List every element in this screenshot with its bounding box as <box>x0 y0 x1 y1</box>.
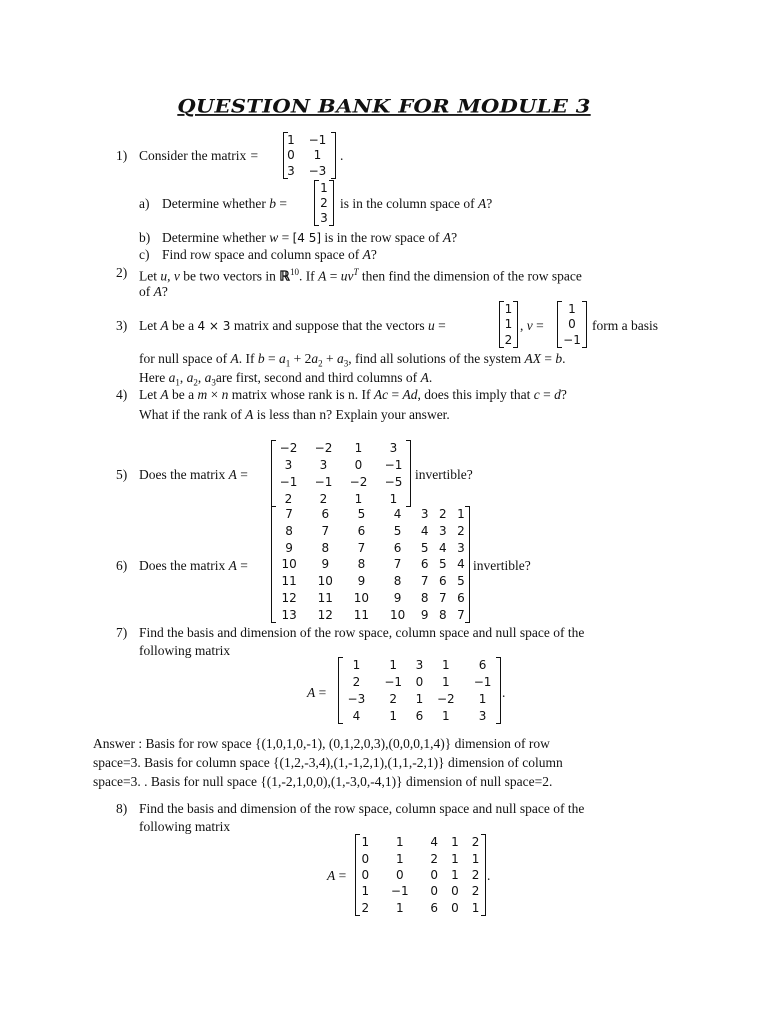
matrix-row <box>338 691 501 708</box>
matrix-entry: 2 <box>471 884 480 899</box>
matrix-entry: 2 <box>438 507 447 522</box>
matrix-entry: 10 <box>317 574 333 589</box>
matrix-entry: 12 <box>317 607 333 622</box>
matrix-entry: 5 <box>393 524 402 539</box>
q4-line2: What if the rank of A is less than n? Explain your answer. <box>139 407 450 422</box>
matrix-right-bracket <box>406 440 411 507</box>
matrix-entry: −2 <box>349 474 368 489</box>
matrix-entry: 1 <box>395 851 404 866</box>
matrix-row <box>271 556 470 573</box>
matrix-row <box>271 573 470 590</box>
matrix-entry: 2 <box>471 835 480 850</box>
matrix-entry: 1 <box>415 691 424 706</box>
q2-line2: of A? <box>139 284 168 299</box>
matrix-entry: 10 <box>353 590 370 605</box>
q7-period: . <box>502 685 506 700</box>
matrix-left-bracket <box>314 180 319 226</box>
matrix-entry: 8 <box>438 607 447 622</box>
matrix-entry: 1 <box>451 867 459 882</box>
matrix-entry: 8 <box>321 540 330 555</box>
q3-line3: Here $a_1$, $a_2$, $a_3are$ first, second and third columns of A. <box>139 370 433 388</box>
q7-line2: following matrix <box>139 643 231 658</box>
matrix-entry: 0 <box>430 867 438 882</box>
matrix-row <box>338 707 501 724</box>
matrix-entry: 7 <box>285 507 293 522</box>
matrix-entry: 7 <box>321 524 330 539</box>
q1b-text: Determine whether w = [4 5] is in the row space of A? <box>162 230 458 245</box>
matrix-entry: 2 <box>471 867 480 882</box>
matrix-entry: 11 <box>353 607 370 622</box>
matrix-entry: 3 <box>415 658 424 673</box>
matrix-entry: 3 <box>438 524 447 539</box>
q4-line1: Let A be a m × n matrix whose rank is n. If Ac = Ad, does this imply that c = d? <box>139 387 567 402</box>
matrix-entry: 1 <box>313 148 322 163</box>
matrix-row <box>283 148 336 164</box>
matrix-entry: 3 <box>320 211 328 226</box>
q4-number: 4) <box>116 387 128 402</box>
matrix-entry: 4 <box>420 524 429 539</box>
matrix-right-bracket <box>513 301 518 348</box>
q8-matrix-label: A = <box>327 868 347 883</box>
matrix-row <box>271 457 411 474</box>
matrix-row <box>355 867 486 883</box>
matrix-left-bracket <box>355 834 360 916</box>
q6-post: invertible? <box>473 558 531 573</box>
q7-matrix <box>338 657 501 724</box>
matrix-entry: 6 <box>430 900 438 915</box>
matrix-entry: 3 <box>457 540 465 555</box>
matrix-entry: 8 <box>357 557 366 572</box>
matrix-entry: 0 <box>354 458 363 473</box>
matrix-entry: 8 <box>420 590 429 605</box>
matrix-row <box>283 132 336 148</box>
q3-v-label: , v = <box>520 318 544 333</box>
q8-number: 8) <box>116 801 128 816</box>
matrix-grid <box>338 657 501 724</box>
q1a-label: a) <box>139 196 150 211</box>
matrix-row <box>338 657 501 674</box>
matrix-entry: 2 <box>457 524 465 539</box>
matrix-entry: 0 <box>568 317 576 332</box>
matrix-entry: 10 <box>389 607 406 622</box>
matrix-entry: 1 <box>389 491 398 506</box>
matrix-entry: 3 <box>287 164 295 179</box>
matrix-row <box>271 539 470 556</box>
matrix-row <box>355 834 486 850</box>
q6-matrix <box>271 506 470 623</box>
matrix-entry: 1 <box>457 507 465 522</box>
matrix-entry: 1 <box>354 491 363 506</box>
matrix-right-bracket <box>331 132 336 179</box>
q3-line1: Let A be a 4 × 3 matrix and suppose that the vectors u = <box>139 318 446 333</box>
matrix-row <box>355 883 486 899</box>
matrix-entry: −1 <box>473 675 492 690</box>
matrix-entry: 11 <box>281 574 297 589</box>
matrix-entry: −3 <box>347 691 366 706</box>
matrix-entry: 13 <box>281 607 297 622</box>
matrix-entry: 5 <box>420 540 429 555</box>
matrix-entry: 8 <box>285 524 293 539</box>
q5-text: Does the matrix A = <box>139 467 248 482</box>
matrix-entry: 3 <box>389 441 398 456</box>
matrix-row <box>271 606 470 623</box>
matrix-entry: 1 <box>504 317 513 332</box>
matrix-entry: 1 <box>352 658 361 673</box>
q1a-vector <box>314 180 334 226</box>
q3-line2: for null space of A. If $b = a_1 + 2a_2 + a_3$, find all solutions of the system AX = b. <box>139 351 566 369</box>
q1a-post: is in the column space of A? <box>340 196 493 211</box>
matrix-entry: 1 <box>451 851 459 866</box>
matrix-row <box>355 850 486 866</box>
matrix-entry: 6 <box>420 557 429 572</box>
q1-number: 1) <box>116 148 128 163</box>
matrix-entry: 6 <box>415 708 424 723</box>
q1-text: Consider the matrix = <box>139 148 259 163</box>
matrix-entry: 1 <box>504 301 513 316</box>
q3-number: 3) <box>116 318 128 333</box>
matrix-entry: 1 <box>361 884 370 899</box>
matrix-row <box>283 163 336 179</box>
answer-line-1: Answer : Basis for row space {(1,0,1,0,-1), (0,1,2,0,3),(0,0,0,1,4)} dimension of row <box>93 736 550 751</box>
answer-line-3: space=3. . Basis for null space {(1,-2,1,0,0),(1,-3,0,-4,1)} dimension of null space=2. <box>93 774 553 789</box>
matrix-grid <box>271 506 470 623</box>
matrix-entry: 9 <box>321 557 330 572</box>
q1c-label: c) <box>139 247 150 262</box>
matrix-entry: 0 <box>395 867 404 882</box>
q3-line1-end: form a basis <box>592 318 658 333</box>
matrix-entry: 10 <box>281 557 297 572</box>
matrix-entry: 0 <box>361 851 370 866</box>
matrix-entry: 9 <box>420 607 429 622</box>
q8-matrix <box>355 834 486 916</box>
matrix-entry: 7 <box>393 557 402 572</box>
matrix-entry: 5 <box>457 574 465 589</box>
matrix-entry: 4 <box>352 708 361 723</box>
matrix-entry: 1 <box>287 132 295 147</box>
matrix-entry: 7 <box>357 540 366 555</box>
matrix-right-bracket <box>481 834 486 916</box>
matrix-entry: 4 <box>430 835 438 850</box>
matrix-entry: −1 <box>279 474 298 489</box>
q8-period: . <box>487 868 491 883</box>
q6-text: Does the matrix A = <box>139 558 248 573</box>
matrix-entry: 9 <box>357 574 366 589</box>
q2-number: 2) <box>116 265 128 280</box>
matrix-entry: 0 <box>287 148 295 163</box>
matrix-entry: 2 <box>319 491 328 506</box>
matrix-grid <box>355 834 486 916</box>
matrix-left-bracket <box>283 132 288 179</box>
matrix-entry: 11 <box>317 590 333 605</box>
matrix-entry: 2 <box>430 851 438 866</box>
q6-number: 6) <box>116 558 128 573</box>
matrix-entry: 3 <box>284 458 293 473</box>
q3-vector-v <box>557 301 587 348</box>
matrix-left-bracket <box>499 301 504 348</box>
matrix-entry: 1 <box>389 708 397 723</box>
matrix-left-bracket <box>271 506 276 623</box>
matrix-entry: 7 <box>420 574 429 589</box>
matrix-entry: 1 <box>320 180 328 195</box>
q1c-text: Find row space and column space of A? <box>162 247 377 262</box>
q8-line2: following matrix <box>139 819 231 834</box>
matrix-entry: 1 <box>395 900 404 915</box>
q1-period: . <box>340 148 344 163</box>
q1b-label: b) <box>139 230 151 245</box>
matrix-entry: 1 <box>568 301 576 316</box>
matrix-entry: 4 <box>393 507 402 522</box>
q7-number: 7) <box>116 625 128 640</box>
matrix-entry: −3 <box>308 164 327 179</box>
matrix-left-bracket <box>557 301 562 348</box>
matrix-entry: 2 <box>389 691 397 706</box>
answer-line-2: space=3. Basis for column space {(1,2,-3,4),(1,-1,2,1),(1,1,-2,1)} dimension of column <box>93 755 563 770</box>
matrix-entry: 1 <box>354 441 363 456</box>
matrix-entry: 2 <box>320 195 328 210</box>
matrix-row <box>338 674 501 691</box>
matrix-entry: 0 <box>451 884 459 899</box>
q5-matrix <box>271 440 411 507</box>
matrix-grid <box>283 132 336 179</box>
matrix-entry: 1 <box>478 691 487 706</box>
matrix-entry: −2 <box>314 441 333 456</box>
matrix-entry: 5 <box>357 507 366 522</box>
matrix-row <box>271 490 411 507</box>
q1a-text: Determine whether b = <box>162 196 287 211</box>
matrix-entry: 0 <box>430 884 438 899</box>
q7-line1: Find the basis and dimension of the row space, column space and null space of the <box>139 625 585 640</box>
matrix-entry: 1 <box>441 658 450 673</box>
matrix-entry: 0 <box>361 867 370 882</box>
page-title: QUESTION BANK FOR MODULE 3 <box>177 94 591 117</box>
matrix-entry: 9 <box>393 590 402 605</box>
matrix-entry: 1 <box>395 835 404 850</box>
matrix-entry: −2 <box>279 441 298 456</box>
matrix-entry: 1 <box>361 835 370 850</box>
matrix-row <box>271 474 411 491</box>
matrix-entry: 3 <box>478 708 487 723</box>
matrix-row <box>271 523 470 540</box>
matrix-right-bracket <box>465 506 470 623</box>
matrix-entry: 6 <box>478 658 487 673</box>
matrix-entry: 6 <box>357 524 366 539</box>
matrix-entry: −1 <box>384 458 403 473</box>
matrix-entry: 1 <box>389 658 397 673</box>
matrix-entry: −1 <box>384 675 403 690</box>
q2-line1: Let u, v be two vectors in ℝ$^{10}$. If $A = uv^T$ then find the dimension of the row space <box>139 267 582 284</box>
q5-number: 5) <box>116 467 128 482</box>
matrix-entry: 6 <box>438 574 447 589</box>
q7-matrix-label: A = <box>307 685 327 700</box>
matrix-left-bracket <box>271 440 276 507</box>
matrix-entry: 8 <box>393 574 402 589</box>
matrix-grid <box>271 440 411 507</box>
matrix-right-bracket <box>496 657 501 724</box>
matrix-row <box>271 506 470 523</box>
matrix-row <box>271 440 411 457</box>
matrix-entry: 12 <box>281 590 297 605</box>
matrix-entry: 2 <box>361 900 370 915</box>
matrix-row <box>271 590 470 607</box>
matrix-entry: −1 <box>308 132 327 147</box>
matrix-entry: 3 <box>420 507 429 522</box>
matrix-entry: 1 <box>441 708 450 723</box>
matrix-entry: 6 <box>321 507 330 522</box>
matrix-entry: −1 <box>314 474 333 489</box>
matrix-entry: 1 <box>451 835 459 850</box>
matrix-entry: −1 <box>563 333 581 348</box>
matrix-right-bracket <box>582 301 587 348</box>
q5-post: invertible? <box>415 467 473 482</box>
matrix-entry: 1 <box>471 900 480 915</box>
matrix-entry: −2 <box>436 691 455 706</box>
matrix-entry: 6 <box>457 590 465 605</box>
matrix-entry: 2 <box>504 333 513 348</box>
matrix-entry: 1 <box>441 675 450 690</box>
q8-line1: Find the basis and dimension of the row space, column space and null space of the <box>139 801 585 816</box>
matrix-entry: 2 <box>352 675 361 690</box>
q1-matrix <box>283 132 336 179</box>
matrix-left-bracket <box>338 657 343 724</box>
matrix-entry: 7 <box>438 590 447 605</box>
matrix-entry: 5 <box>438 557 447 572</box>
matrix-row <box>355 900 486 916</box>
matrix-entry: 0 <box>451 900 459 915</box>
matrix-entry: −1 <box>390 884 409 899</box>
q3-vector-u <box>499 301 518 348</box>
matrix-entry: 1 <box>471 851 480 866</box>
matrix-entry: 0 <box>415 675 424 690</box>
matrix-entry: 4 <box>438 540 447 555</box>
matrix-entry: −5 <box>384 474 403 489</box>
matrix-entry: 9 <box>285 540 293 555</box>
matrix-entry: 2 <box>284 491 293 506</box>
matrix-entry: 6 <box>393 540 402 555</box>
matrix-entry: 7 <box>457 607 465 622</box>
matrix-right-bracket <box>329 180 334 226</box>
matrix-entry: 3 <box>319 458 328 473</box>
matrix-entry: 4 <box>457 557 465 572</box>
